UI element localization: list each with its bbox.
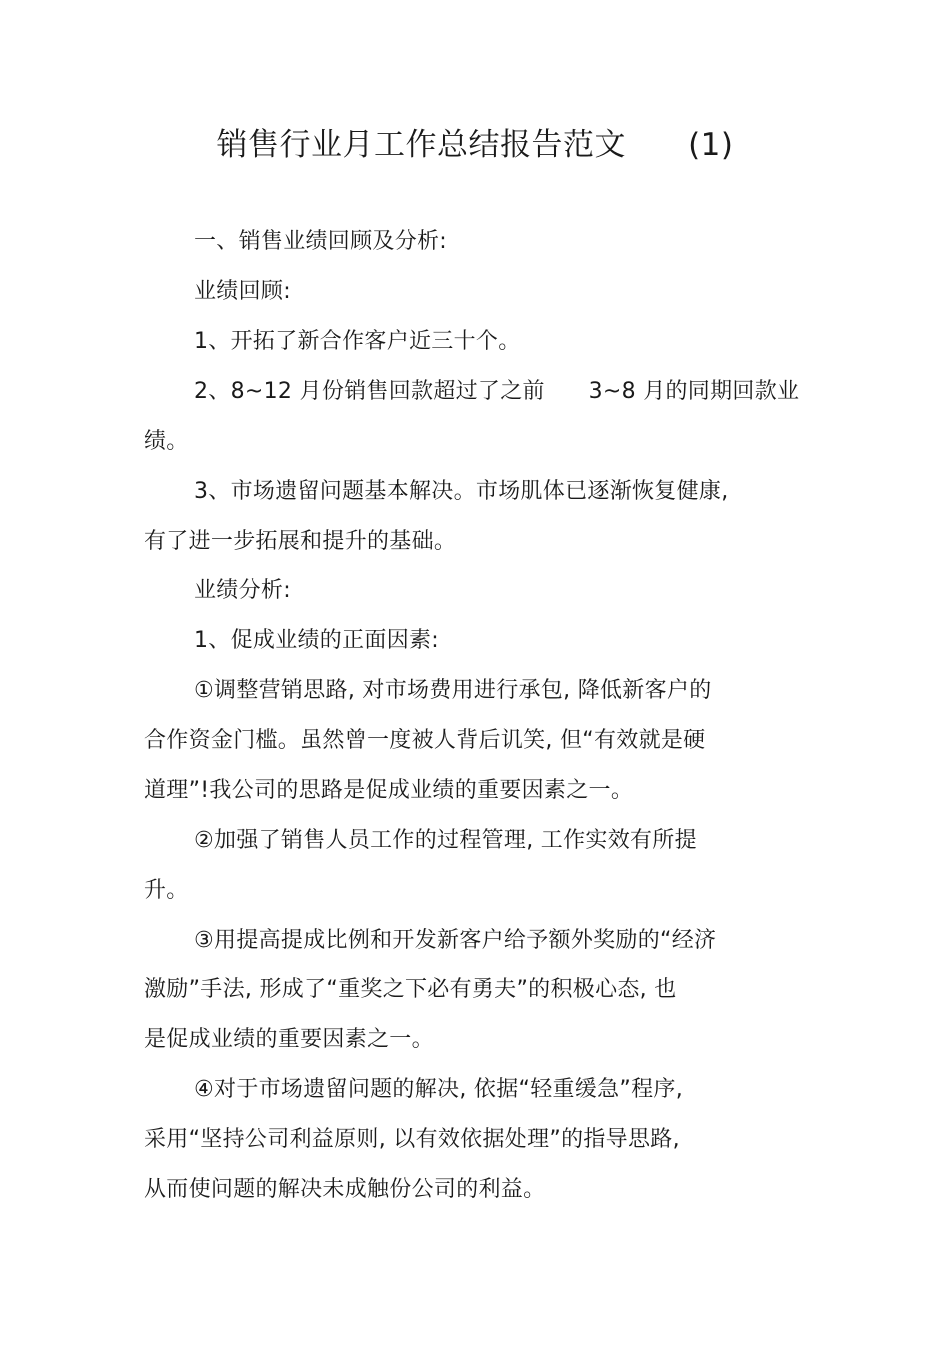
- subheading-review: 业绩回顾:: [194, 279, 291, 304]
- paragraph-line: 采用“坚持公司利益原则, 以有效依据处理”的指导思路,: [144, 1127, 680, 1152]
- paragraph-line: 道理”!我公司的思路是促成业绩的重要因素之一。: [144, 778, 634, 803]
- paragraph-line: ②加强了销售人员工作的过程管理, 工作实效有所提: [194, 828, 697, 853]
- paragraph-line: 2、8~12 月份销售回款超过了之前 3~8 月的同期回款业: [194, 379, 800, 404]
- subheading-analysis: 业绩分析:: [194, 578, 291, 603]
- paragraph-line: 升。: [144, 878, 189, 903]
- paragraph-line: 3、市场遗留问题基本解决。市场肌体已逐渐恢复健康,: [194, 479, 729, 504]
- paragraph-line: 有了进一步拓展和提升的基础。: [144, 529, 457, 554]
- paragraph-line: 是促成业绩的重要因素之一。: [144, 1027, 434, 1052]
- document-title: 销售行业月工作总结报告范文 (1): [216, 127, 734, 163]
- paragraph-line: 从而使问题的解决未成触份公司的利益。: [144, 1177, 546, 1202]
- paragraph-line: 激励”手法, 形成了“重奖之下必有勇夫”的积极心态, 也: [144, 977, 677, 1002]
- paragraph-line: 绩。: [144, 429, 189, 454]
- paragraph-line: 1、促成业绩的正面因素:: [194, 628, 440, 653]
- section-heading: 一、销售业绩回顾及分析:: [194, 229, 448, 254]
- paragraph-line: ④对于市场遗留问题的解决, 依据“轻重缓急”程序,: [194, 1077, 683, 1102]
- paragraph-line: ③用提高提成比例和开发新客户给予额外奖励的“经济: [194, 928, 717, 953]
- paragraph-line: ①调整营销思路, 对市场费用进行承包, 降低新客户的: [194, 678, 712, 703]
- paragraph-line: 合作资金门槛。虽然曾一度被人背后讥笑, 但“有效就是硬: [144, 728, 706, 753]
- paragraph-line: 1、开拓了新合作客户近三十个。: [194, 329, 521, 354]
